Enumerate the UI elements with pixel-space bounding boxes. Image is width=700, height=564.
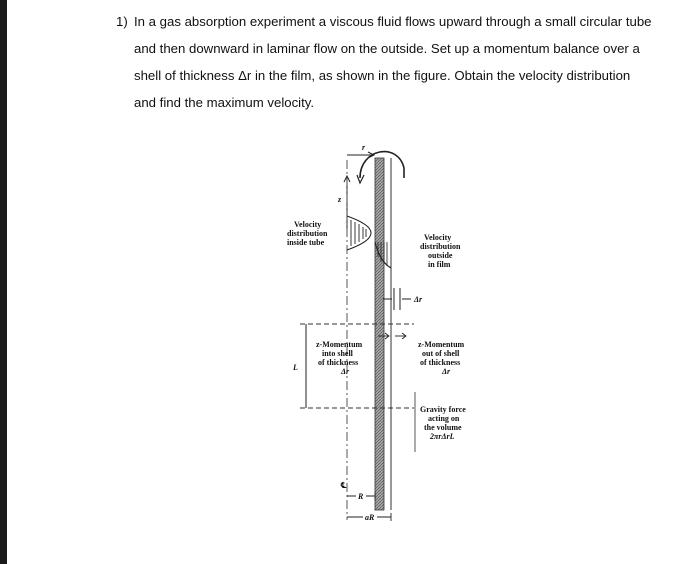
question-line: and find the maximum velocity. bbox=[134, 95, 315, 110]
label-line: out of shell bbox=[422, 349, 460, 358]
delta-r-markers bbox=[383, 288, 411, 310]
length-label: L bbox=[293, 363, 298, 372]
label-line: acting on bbox=[428, 414, 460, 423]
momentum-in-label bbox=[316, 340, 363, 376]
label-line: Δr bbox=[341, 367, 350, 376]
radius-label: R bbox=[358, 492, 364, 501]
momentum-out-label bbox=[418, 340, 465, 376]
label-line: into shell bbox=[322, 349, 353, 358]
question-line: and then downward in laminar flow on the outside. Set up a momentum balance over a bbox=[134, 41, 640, 56]
label-line: Velocity bbox=[294, 220, 322, 229]
velocity-inside-label bbox=[287, 220, 328, 247]
label-line: distribution bbox=[287, 229, 328, 238]
label-line: Velocity bbox=[424, 233, 452, 242]
z-axis-label: z bbox=[338, 195, 342, 204]
delta-r-label: Δr bbox=[414, 295, 423, 304]
label-line: the volume bbox=[424, 423, 462, 432]
question-line: In a gas absorption experiment a viscous fluid flows upward through a small circular tube bbox=[134, 14, 652, 29]
tube-wall bbox=[375, 158, 384, 510]
label-line: z-Momentum bbox=[418, 340, 465, 349]
label-line: z-Momentum bbox=[316, 340, 363, 349]
label-line: inside tube bbox=[287, 238, 325, 247]
outer-radius-label: aR bbox=[365, 513, 375, 522]
centerline-label: ℄ bbox=[341, 481, 347, 490]
label-line: in film bbox=[428, 260, 451, 269]
label-line: of thickness bbox=[420, 358, 461, 367]
label-line: of thickness bbox=[318, 358, 359, 367]
label-line: Δr bbox=[442, 367, 451, 376]
label-line: Gravity force bbox=[420, 405, 466, 414]
label-line: distribution bbox=[420, 242, 461, 251]
question-number: 1) bbox=[116, 14, 128, 29]
velocity-outside-label bbox=[420, 233, 461, 269]
question-line: shell of thickness Δr in the film, as shown in the figure. Obtain the velocity distribution bbox=[134, 68, 631, 83]
label-line: outside bbox=[428, 251, 453, 260]
r-axis-label: r bbox=[362, 143, 366, 152]
label-line: 2πrΔrL bbox=[430, 432, 455, 441]
gravity-label bbox=[420, 405, 466, 441]
